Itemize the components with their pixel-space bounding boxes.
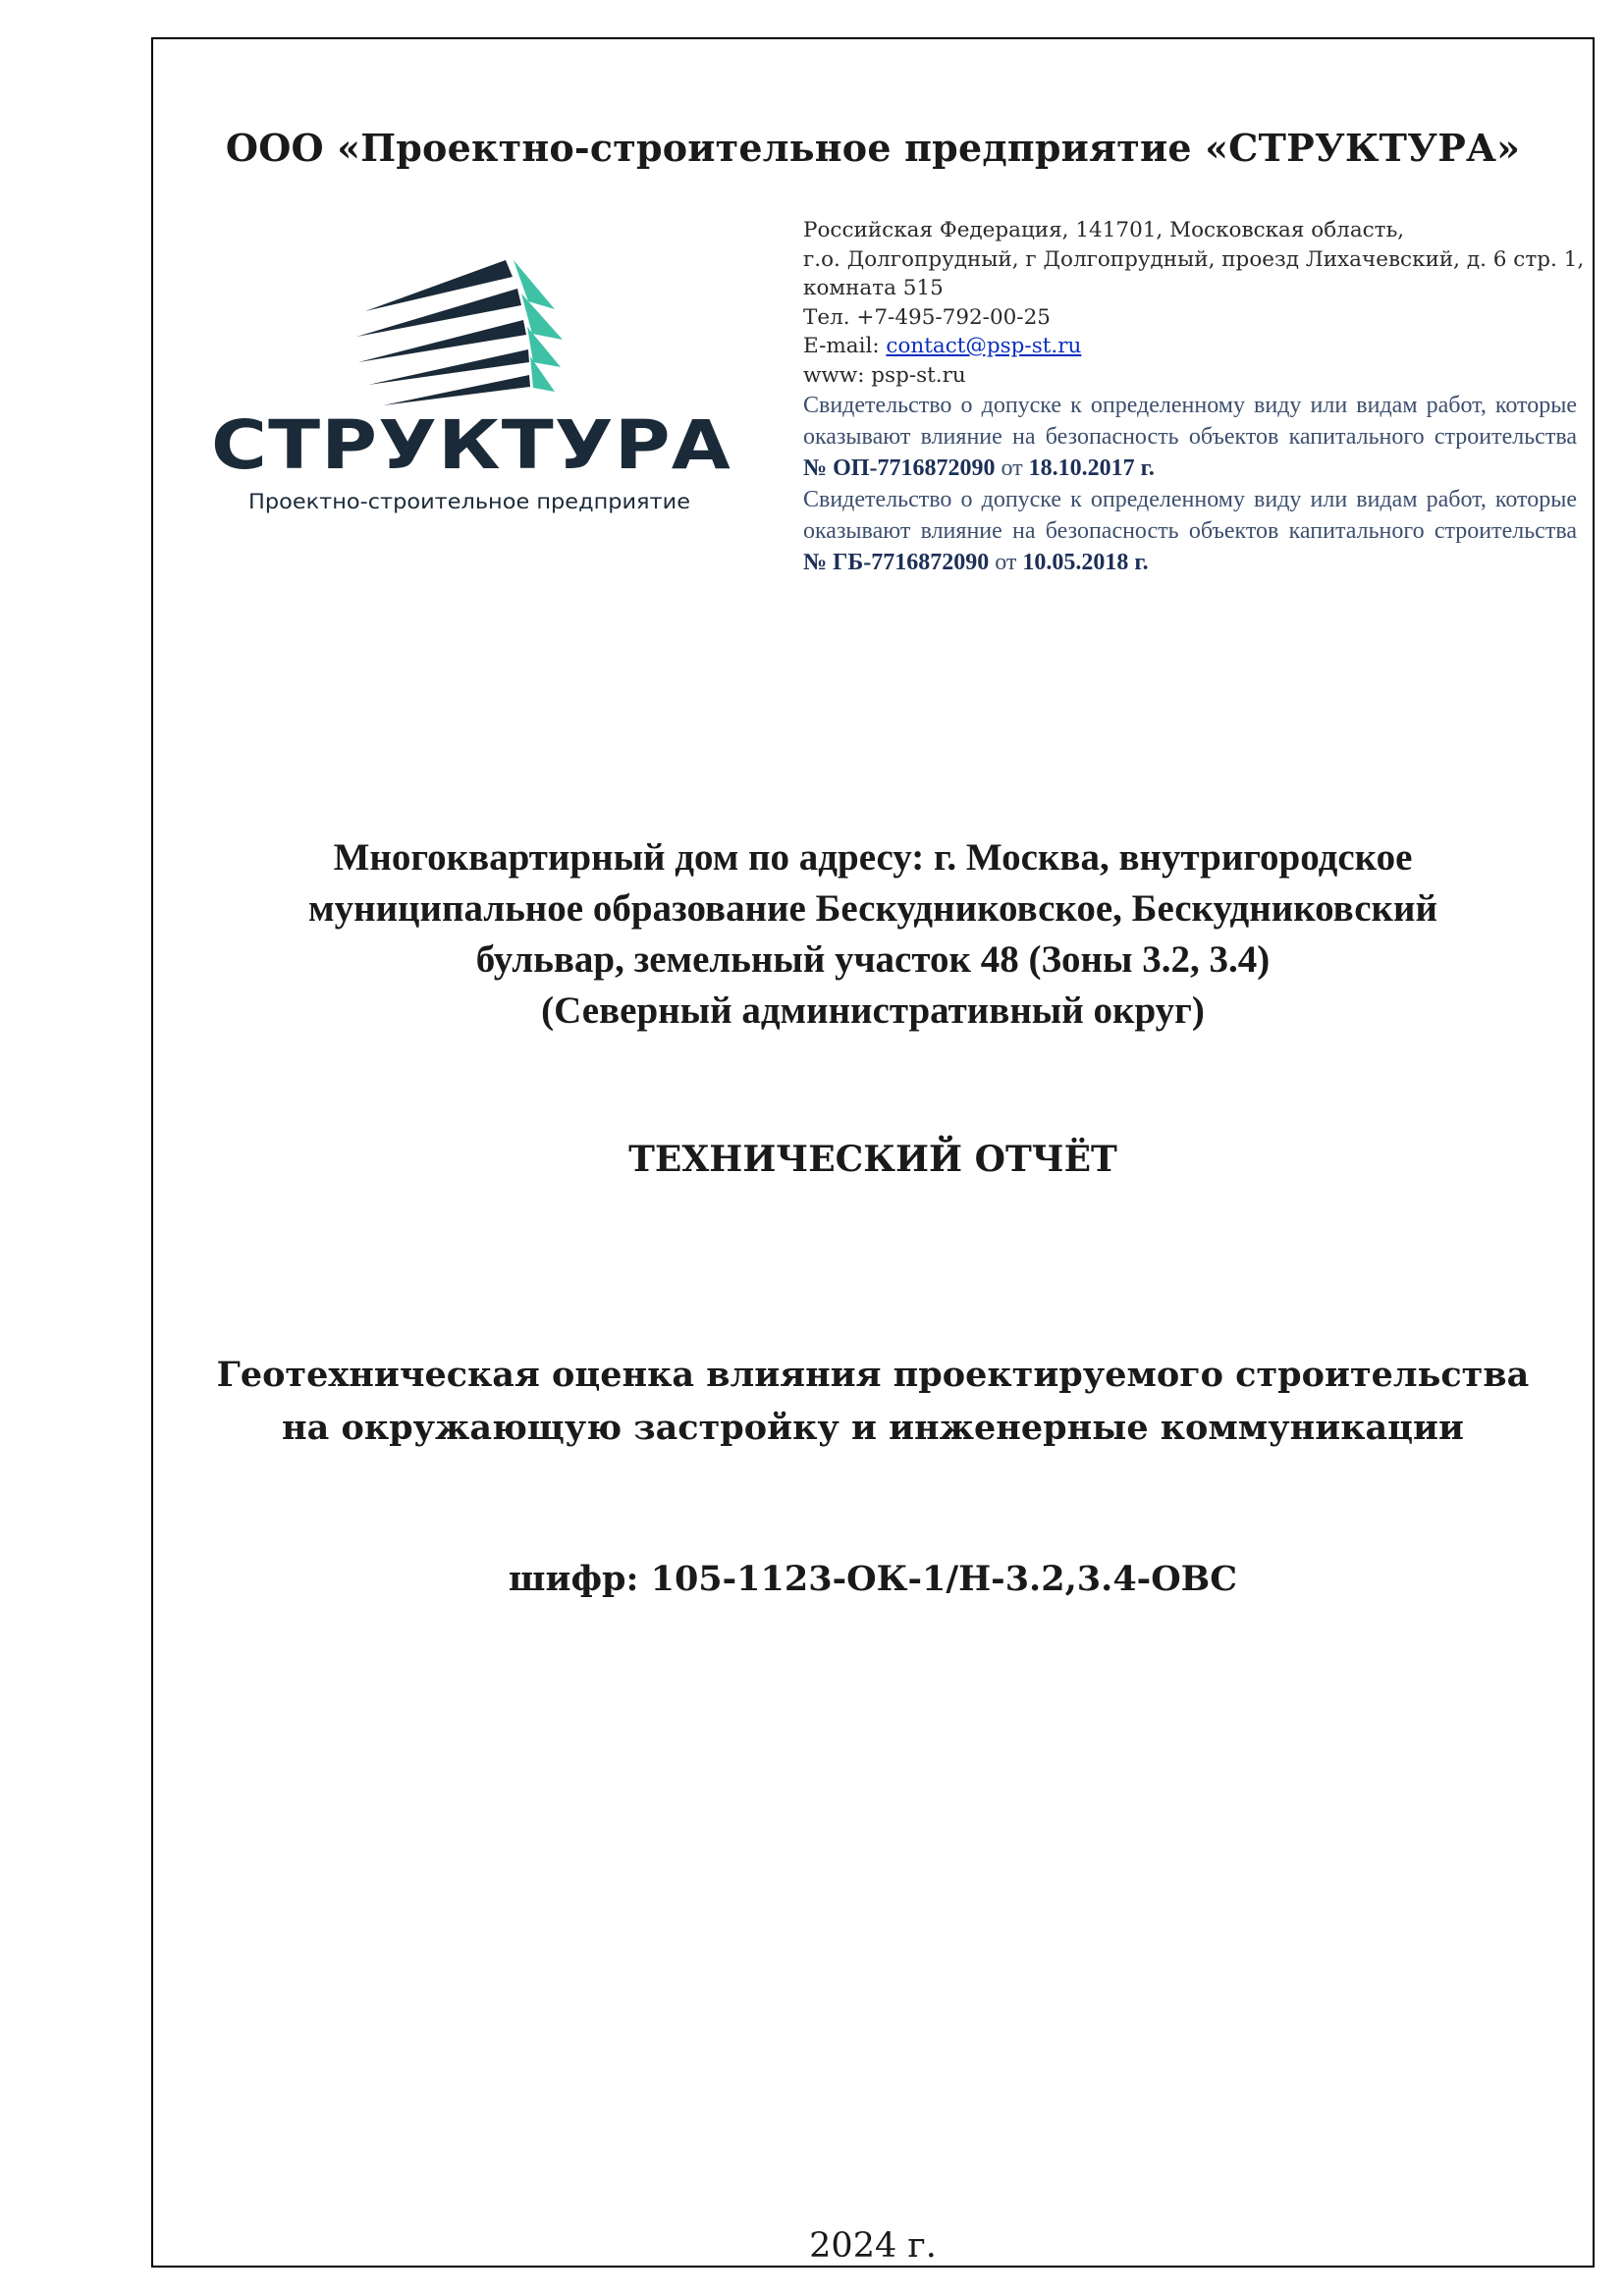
structure-stripes-logo-icon (356, 260, 563, 405)
document-year: 2024 г. (809, 2226, 937, 2266)
certificate-2 (803, 484, 1577, 578)
object-address (151, 832, 1595, 1037)
contact-block (803, 216, 1585, 578)
company-title: ООО «Проектно-строительное предприятие «СТРУКТУРА» (225, 126, 1521, 170)
report-subject (151, 1349, 1595, 1455)
certificate-text: Свидетельство о допуске к определенному виду или видам работ, которые оказывают влияние на безопасность объектов капитального строительства (803, 487, 1577, 544)
email-row (803, 332, 1577, 361)
email-label: E-mail: (803, 334, 887, 358)
certificate-text: Свидетельство о допуске к определенному виду или видам работ, которые оказывают влияние на безопасность объектов капитального строительства (803, 393, 1577, 450)
certificate-number: № ГБ-7716872090 (803, 550, 990, 575)
phone: Тел. +7-495-792-00-25 (803, 304, 1051, 330)
address-line: г.о. Долгопрудный, г Долгопрудный, проезд Лихачевский, д. 6 стр. 1, (803, 246, 1585, 272)
certificate-number: № ОП-7716872090 (803, 455, 996, 481)
certificate-date: 10.05.2018 г. (1022, 550, 1149, 575)
report-type: ТЕХНИЧЕСКИЙ ОТЧЁТ (628, 1139, 1117, 1180)
object-line: (Северный административный округ) (541, 989, 1205, 1032)
certificate-1 (803, 390, 1577, 484)
logo-wordmark: СТРУКТУРА (211, 406, 731, 485)
object-line: Многоквартирный дом по адресу: г. Москва, внутригородское (333, 836, 1413, 879)
address-line: Российская Федерация, 141701, Московская область, (803, 218, 1405, 242)
certificate-from: от (989, 550, 1023, 575)
certificate-from: от (995, 455, 1029, 481)
company-logo (201, 250, 736, 525)
address-line: комната 515 (803, 276, 944, 300)
object-line: муниципальное образование Бескудниковское, Бескудниковский (308, 887, 1437, 930)
logo-tagline: Проектно-строительное предприятие (248, 490, 690, 513)
document-cipher: шифр: 105-1123-ОК-1/Н-3.2,3.4-ОВС (508, 1559, 1238, 1599)
subject-line: на окружающую застройку и инженерные коммуникации (282, 1408, 1464, 1448)
subject-line: Геотехническая оценка влияния проектируемого строительства (216, 1355, 1530, 1395)
certificate-date: 18.10.2017 г. (1028, 455, 1155, 481)
object-line: бульвар, земельный участок 48 (Зоны 3.2, 3.4) (475, 938, 1271, 981)
website: www: psp-st.ru (803, 362, 966, 388)
email-link[interactable]: contact@psp-st.ru (886, 334, 1082, 358)
